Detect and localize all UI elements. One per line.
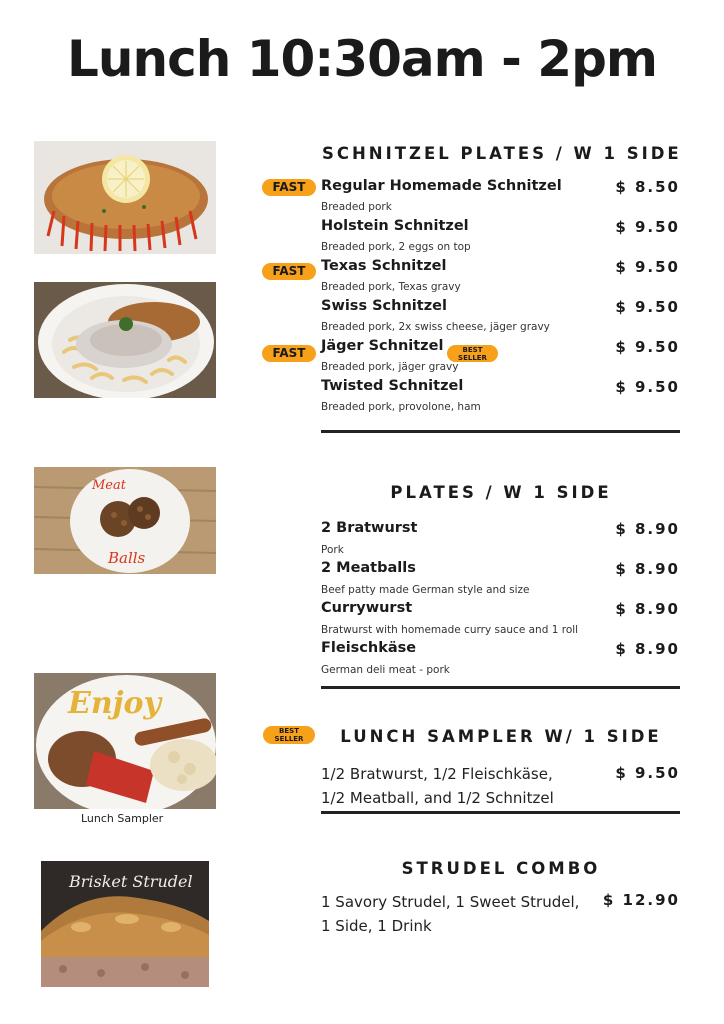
sampler-line-2: 1/2 Meatball, and 1/2 Schnitzel: [321, 789, 554, 807]
menu-item-price: $ 9.50: [615, 258, 680, 276]
sampler-price: $ 9.50: [615, 764, 680, 782]
fast-badge: FAST: [262, 263, 316, 280]
strudel-price: $ 12.90: [602, 891, 680, 909]
best-seller-line1: BEST: [279, 727, 299, 735]
balls-label: Balls: [108, 549, 146, 567]
menu-item-price: $ 9.50: [615, 218, 680, 236]
best-seller-line1: BEST: [462, 345, 483, 354]
strudel-line-1: 1 Savory Strudel, 1 Sweet Strudel,: [321, 893, 580, 911]
menu-item-desc: Pork: [321, 544, 344, 556]
sampler-line-1: 1/2 Bratwurst, 1/2 Fleischkäse,: [321, 765, 553, 783]
fast-badge: FAST: [262, 345, 316, 362]
menu-item-name: Holstein Schnitzel: [321, 218, 469, 234]
menu-item-price: $ 9.50: [615, 298, 680, 316]
menu-item-desc: German deli meat - pork: [321, 664, 450, 676]
menu-item-name: 2 Bratwurst: [321, 520, 418, 536]
lunch-sampler-caption: Lunch Sampler: [81, 812, 164, 825]
menu-item-price: $ 8.90: [615, 560, 680, 578]
lunch-sampler-photo: [34, 673, 216, 809]
menu-item-price: $ 8.90: [615, 600, 680, 618]
menu-item-desc: Breaded pork: [321, 201, 392, 213]
menu-item-desc: Breaded pork, Texas gravy: [321, 281, 461, 293]
fast-badge: FAST: [262, 179, 316, 196]
meat-label: Meat: [92, 478, 126, 493]
menu-item-name: Swiss Schnitzel: [321, 298, 447, 314]
sampler-section-heading: LUNCH SAMPLER W/ 1 SIDE: [340, 727, 662, 746]
menu-item-desc: Breaded pork, 2 eggs on top: [321, 241, 471, 253]
brisket-strudel-photo: [41, 861, 209, 987]
menu-item-price: $ 9.50: [615, 378, 680, 396]
schnitzel-lemon-photo: [34, 141, 216, 254]
menu-item-name: Fleischkäse: [321, 640, 417, 656]
section-divider: [321, 811, 680, 814]
page-title: Lunch 10:30am - 2pm: [67, 30, 657, 88]
best-seller-line2: SELLER: [274, 735, 304, 743]
menu-item-name: Currywurst: [321, 600, 413, 616]
strudel-line-2: 1 Side, 1 Drink: [321, 917, 432, 935]
schnitzel-section-heading: SCHNITZEL PLATES / W 1 SIDE: [322, 144, 682, 163]
menu-item-name: Regular Homemade Schnitzel: [321, 178, 562, 194]
menu-item-desc: Bratwurst with homemade curry sauce and 1 roll: [321, 624, 579, 636]
strudel-label: Brisket Strudel: [69, 872, 193, 891]
menu-item-name: Texas Schnitzel: [321, 258, 447, 274]
best-seller-badge: [447, 345, 498, 362]
menu-item-desc: Beef patty made German style and size: [321, 584, 530, 596]
menu-item-price: $ 8.90: [615, 640, 680, 658]
best-seller-line2: SELLER: [458, 353, 487, 362]
strudel-section-heading: STRUDEL COMBO: [401, 859, 601, 878]
menu-item-name: Twisted Schnitzel: [321, 378, 464, 394]
plates-section-heading: PLATES / W 1 SIDE: [390, 483, 612, 502]
menu-item-price: $ 8.90: [615, 520, 680, 538]
menu-item-price: $ 8.50: [615, 178, 680, 196]
menu-item-desc: Breaded pork, provolone, ham: [321, 401, 481, 413]
meatballs-photo: [34, 467, 216, 574]
menu-item-name: Jäger Schnitzel: [321, 338, 444, 354]
menu-item-name: 2 Meatballs: [321, 560, 416, 576]
menu-item-price: $ 9.50: [615, 338, 680, 356]
enjoy-label: Enjoy: [68, 686, 161, 721]
section-divider: [321, 686, 680, 689]
jager-schnitzel-photo: [34, 282, 216, 398]
menu-item-desc: Breaded pork, 2x swiss cheese, jäger gravy: [321, 321, 550, 333]
section-divider: [321, 430, 680, 433]
best-seller-badge: [263, 726, 315, 744]
menu-item-desc: Breaded pork, jäger gravy: [321, 361, 459, 373]
